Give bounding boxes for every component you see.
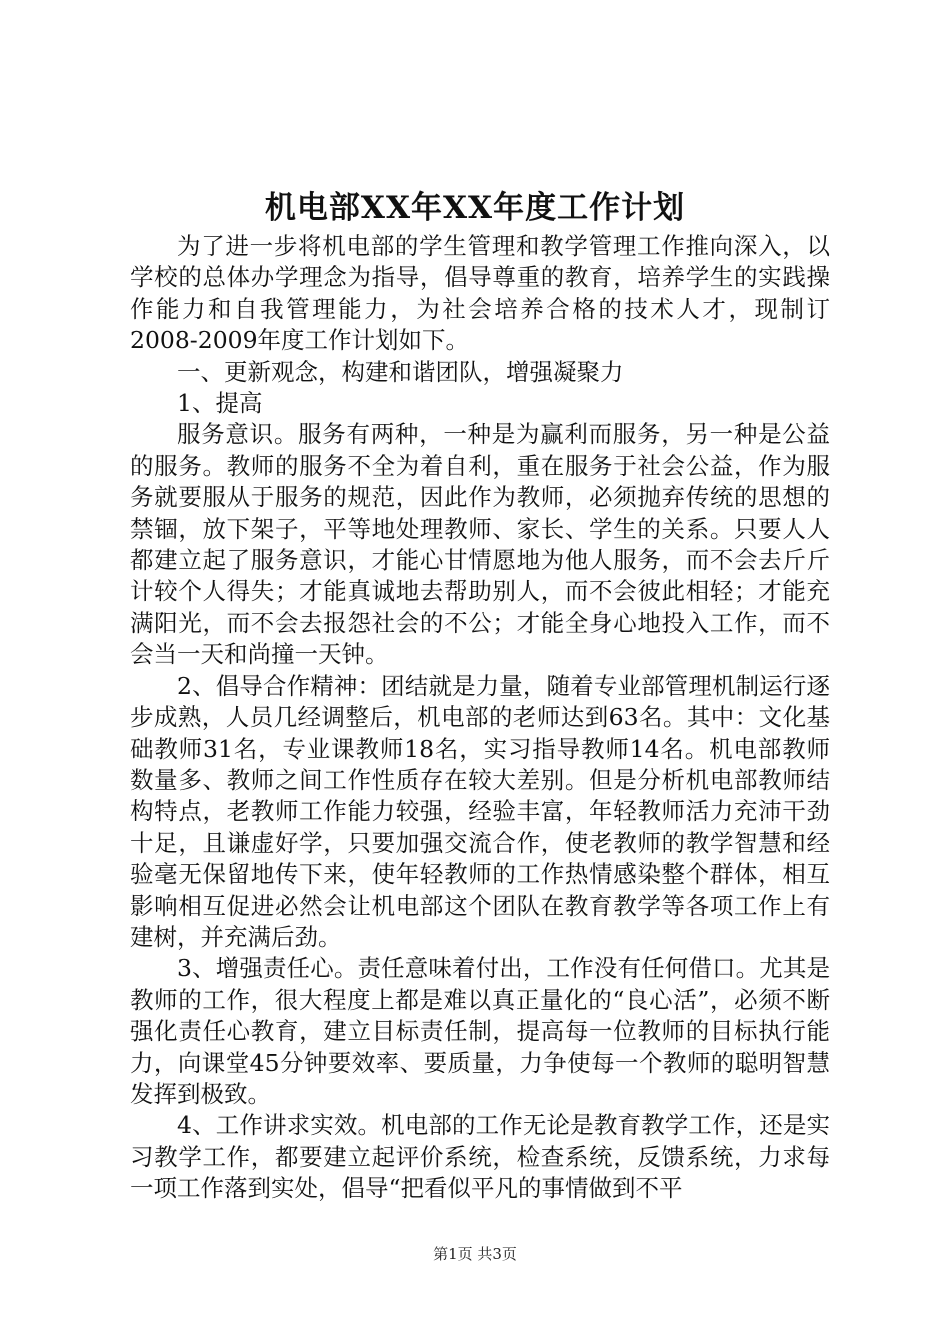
paragraph-responsibility: 3、增强责任心。责任意味着付出，工作没有任何借口。尤其是教师的工作，很大程度上都是难以真正量化的“良心活”，必须不断强化责任心教育，建立目标责任制，提高每一位教师的目标执行能力，向课堂45分钟要效率、要质量，力争使每一个教师的聪明智慧发挥到极致。 (130, 954, 830, 1108)
paragraph-service: 服务意识。服务有两种，一种是为赢利而服务，另一种是公益的服务。教师的服务不全为着自利，重在服务于社会公益，作为服务就要服从于服务的规范，因此作为教师，必须抛弃传统的思想的禁锢，放下架子，平等地处理教师、家长、学生的关系。只要人人都建立起了服务意识，才能心甘情愿地为他人服务，而不会去斤斤计较个人得失；才能真诚地去帮助别人，而不会彼此相轻；才能充满阳光，而不会去报怨社会的不公；才能全身心地投入工作，而不会当一天和尚撞一天钟。 (130, 420, 830, 669)
paragraph-effectiveness: 4、工作讲求实效。机电部的工作无论是教育教学工作，还是实习教学工作，都要建立起评价系统，检查系统，反馈系统，力求每一项工作落到实处，倡导“把看似平凡的事情做到不平 (130, 1111, 830, 1203)
subsection-heading-1: 1、提高 (177, 389, 263, 418)
section-heading-1: 一、更新观念，构建和谐团队，增强凝聚力 (177, 357, 624, 386)
page-footer (0, 1244, 950, 1264)
paragraph-cooperation: 2、倡导合作精神：团结就是力量，随着专业部管理机制运行逐步成熟，人员几经调整后，机电部的老师达到63名。其中：文化基础教师31名，专业课教师18名，实习指导教师14名。机电部教师数量多、教师之间工作性质存在较大差别。但是分析机电部教师结构特点，老教师工作能力较强，经验丰富，年轻教师活力充沛干劲十足，且谦虚好学，只要加强交流合作，使老教师的教学智慧和经验毫无保留地传下来，使年轻教师的工作热情感染整个群体，相互影响相互促进必然会让机电部这个团队在教育教学等各项工作上有建树，并充满后劲。 (130, 671, 830, 951)
document-body (130, 231, 830, 1205)
paragraph-intro: 为了进一步将机电部的学生管理和教学管理工作推向深入，以学校的总体办学理念为指导，倡导尊重的教育，培养学生的实践操作能力和自我管理能力，为社会培养合格的技术人才，现制订2008-2009年度工作计划如下。 (130, 232, 830, 355)
page-number: 第1页 (433, 1245, 473, 1263)
page-total: 共3页 (477, 1245, 517, 1263)
document-title: 机电部XX年XX年度工作计划 (264, 190, 686, 226)
